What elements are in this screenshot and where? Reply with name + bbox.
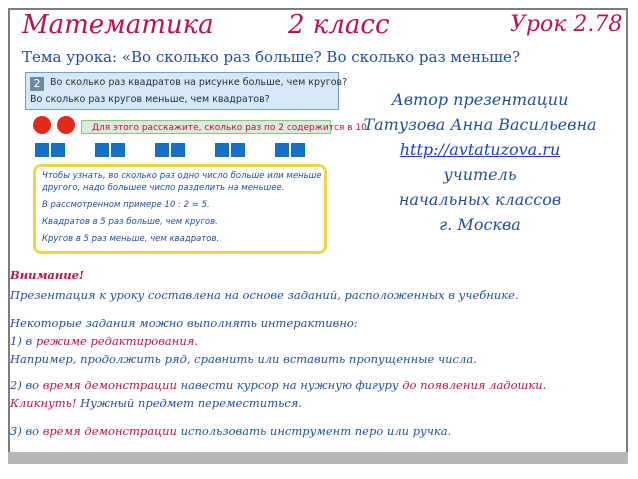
- attention-heading: Внимание!: [10, 268, 84, 282]
- note-line: Некоторые задания можно выполнять интерактивно:: [10, 316, 358, 330]
- task-number: 2: [30, 77, 44, 91]
- rule-line: Квадратов в 5 раз больше, чем кругов.: [42, 217, 218, 227]
- subject-title: Математика: [22, 10, 214, 40]
- rule-box: [33, 164, 327, 254]
- blue-square[interactable]: [111, 143, 125, 157]
- author-role: учитель: [443, 165, 517, 184]
- note-line: Презентация к уроку составлена на основе заданий, расположенных в учебнике.: [10, 288, 519, 302]
- task-header: [25, 72, 348, 110]
- rule-line: Чтобы узнать, во сколько раз одно число больше или меньше: [42, 171, 322, 181]
- note-line: 2) во время демонстрации навести курсор на нужную фигуру до появления ладошки.: [10, 378, 547, 392]
- blue-square[interactable]: [35, 143, 49, 157]
- author-label: Автор презентации: [391, 90, 569, 109]
- grade-title: 2 класс: [288, 10, 390, 40]
- blue-square[interactable]: [231, 143, 245, 157]
- lesson-number: Урок 2.78: [510, 12, 623, 37]
- red-circle[interactable]: [33, 116, 51, 134]
- note-line: Кликнуть! Нужный предмет переместиться.: [10, 396, 303, 410]
- blue-square[interactable]: [215, 143, 229, 157]
- lesson-topic: Тема урока: «Во сколько раз больше? Во сколько раз меньше?: [22, 48, 520, 66]
- red-circle[interactable]: [57, 116, 75, 134]
- blue-square[interactable]: [171, 143, 185, 157]
- bottom-bar: [8, 452, 628, 464]
- question-2: Во сколько раз кругов меньше, чем квадратов?: [30, 94, 270, 105]
- note-line: 3) во время демонстрации использовать инструмент перо или ручка.: [10, 424, 452, 438]
- author-city: г. Москва: [439, 215, 521, 234]
- author-website-link[interactable]: http://avtatuzova.ru: [399, 140, 561, 159]
- rule-line: В рассмотренном примере 10 : 2 = 5.: [42, 200, 210, 210]
- blue-square[interactable]: [155, 143, 169, 157]
- hint-box: Для этого расскажите, сколько раз по 2 содержится в 10.: [81, 120, 331, 134]
- rule-line: другого, надо большее число разделить на меньшее.: [42, 183, 285, 193]
- rule-line: Кругов в 5 раз меньше, чем квадратов.: [42, 234, 220, 244]
- note-line: Например, продолжить ряд, сравнить или вставить пропущенные числа.: [10, 352, 477, 366]
- blue-square[interactable]: [51, 143, 65, 157]
- blue-square[interactable]: [291, 143, 305, 157]
- blue-square[interactable]: [95, 143, 109, 157]
- question-1: Во сколько раз квадратов на рисунке больше, чем кругов?: [50, 77, 348, 88]
- author-role-detail: начальных классов: [398, 190, 562, 209]
- author-name: Татузова Анна Васильевна: [363, 115, 597, 134]
- author-block: [345, 90, 615, 240]
- note-line: 1) в режиме редактирования.: [10, 334, 199, 348]
- blue-square[interactable]: [275, 143, 289, 157]
- textbook-excerpt: [25, 68, 370, 260]
